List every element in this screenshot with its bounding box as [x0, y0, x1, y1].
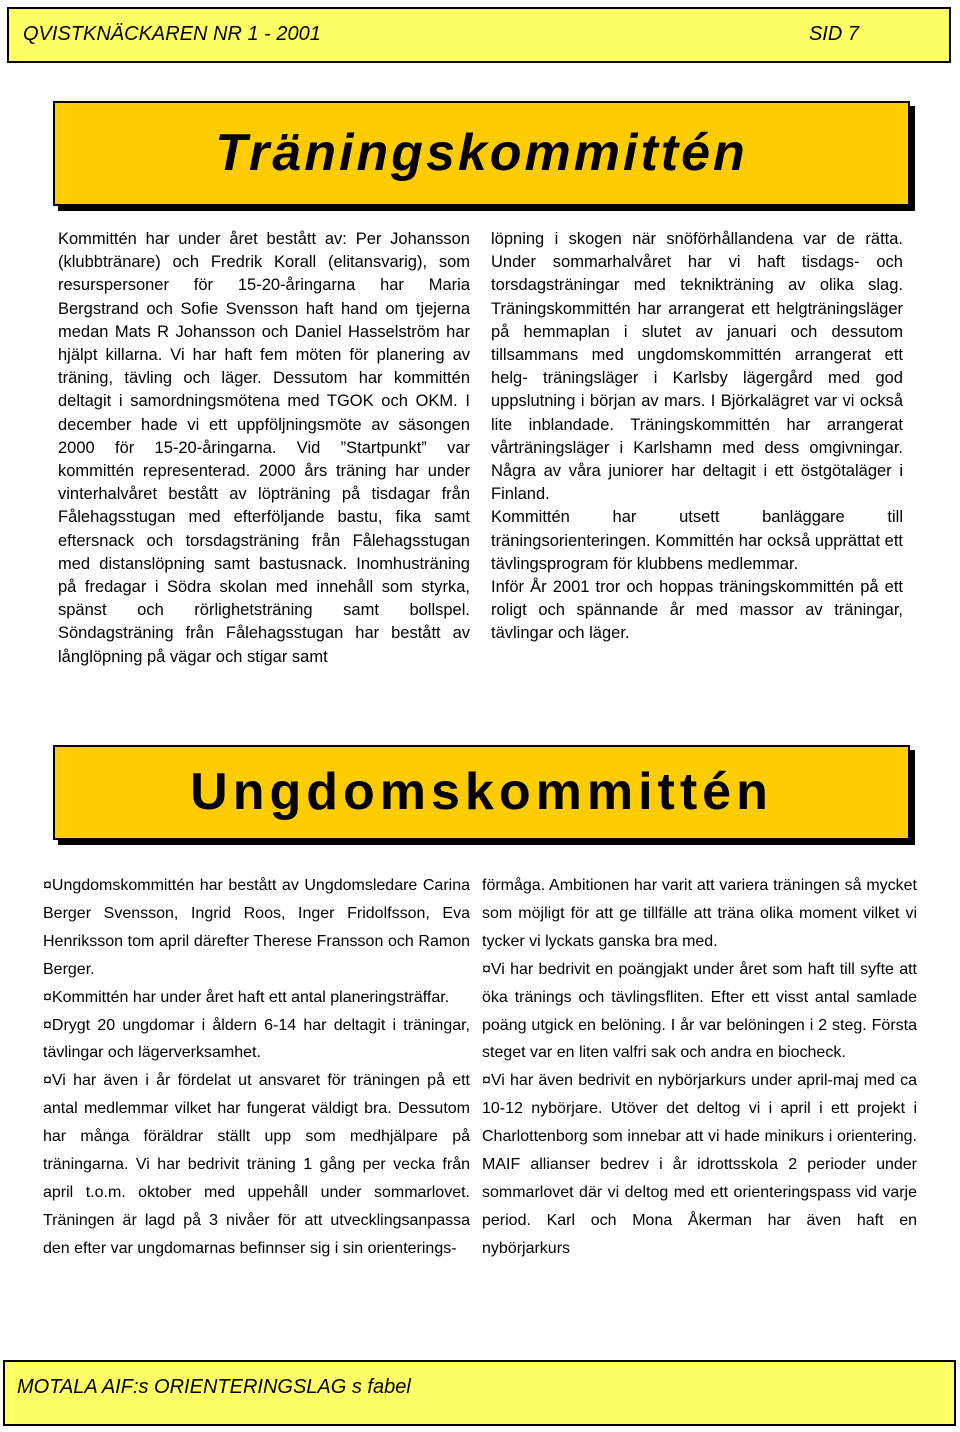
- paragraph: ¤Kommittén har under året haft ett antal planeringsträffar.: [43, 988, 450, 1006]
- paragraph: ¤Vi har även i år fördelat ut ansvaret för träningen på ett antal medlemmar vilket har fungerat väldigt bra. Dessutom har många föräldrar ställt upp som medhjälpare på träningarna. Vi har bedrivit träning 1 gång per vecka från april t.o.m. oktober med uppehåll under sommarlovet. Träningen är lagd på 3 nivåer för att utvecklingsanpassa den efter var ungdomarnas befinnser sig i sin orienterings-: [43, 1072, 470, 1257]
- article-column-left: [58, 228, 470, 669]
- paragraph: Kommittén har utsett banläggare till träningsorienteringen. Kommittén har också upprättat ett tävlingsprogram för klubbens medlemmar.: [491, 508, 903, 573]
- paragraph: Kommittén har under året bestått av: Per Johansson (klubbtränare) och Fredrik Korall (elitansvarig), som resurspersoner för 15-20-åringarna har Maria Bergstrand och Sofie Svensson haft hand om tjejerna medan Mats R Johansson och Daniel Hasselström har hjälpt killarna. Vi har haft fem möten för planering av träning, tävling och läger. Dessutom har kommittén deltagit i samordningsmötena med TGOK och OKM. I december hade vi ett uppföljningsmöte av säsongen 2000 för 15-20-åringarna. Vid ”Startpunkt” var kommittén representerad. 2000 års träning har under vinterhalvåret bestått av löpträning på tisdagar från Fålehagsstugan med efterföljande bastu, fika samt eftersnack och torsdagsträning från Fålehagsstugan med distanslöpning samt bastusnack. Inomhusträning på fredagar i Södra skolan med innehåll som styrka, spänst och rörlighetsträning samt bollspel. Söndagsträning från Fålehagsstugan har bestått av långlöpning på vägar och stigar samt: [58, 230, 470, 666]
- article-column-right: [482, 872, 917, 1263]
- page-header: [7, 7, 951, 63]
- section-banner-traningskommitten: [53, 101, 910, 206]
- paragraph: ¤Drygt 20 ungdomar i åldern 6-14 har deltagit i träningar, tävlingar och lägerverksamhet.: [43, 1016, 470, 1062]
- publication-title: QVISTKNÄCKAREN NR 1 - 2001: [23, 23, 321, 45]
- section-banner-ungdomskommitten: [53, 745, 910, 840]
- paragraph: förmåga. Ambitionen har varit att variera träningen så mycket som möjligt för att ge tillfälle att träna olika moment vilket vi tycker vi lyckats ganska bra med.: [482, 877, 917, 950]
- article-column-right: [491, 228, 903, 646]
- paragraph: Inför År 2001 tror och hoppas träningskommittén på ett roligt och spännande år med massor av träningar, tävlingar och läger.: [491, 578, 903, 643]
- paragraph: ¤Vi har även bedrivit en nybörjarkurs under april-maj med ca 10-12 nybörjare. Utöver det deltog vi i april i ett projekt i Charlottenborg som innebar att vi hade minikurs i orientering. MAIF allianser bedrev i år idrottsskola 2 perioder under sommarlovet där vi deltog med ett orienteringspass vid varje period. Karl och Mona Åkerman har även haft en nybörjarkurs: [482, 1072, 917, 1257]
- paragraph: löpning i skogen när snöförhållandena var de rätta. Under sommarhalvåret har vi haft tisdags- och torsdagsträningar med teknikträning av olika slag. Träningskommittén har arrangerat ett helgträningsläger på hemmaplan i slutet av januari och dessutom tillsammans med ungdomskommittén arrangerat ett helg- träningsläger i Karlsby lägergård med god uppslutning i början av mars. I Björkalägret var vi också lite inblandade. Träningskommittén har arrangerat vårträningsläger i Karlshamn med dess omgivningar. Några av våra juniorer har deltagit i ett östgötaläger i Finland.: [491, 230, 903, 504]
- article-column-left: [43, 872, 470, 1263]
- section-title: Ungdomskommittén: [190, 763, 773, 821]
- section-title: Träningskommittén: [215, 124, 748, 182]
- paragraph: ¤Vi har bedrivit en poängjakt under året som haft till syfte att öka tränings och tävlingsfliten. Efter ett visst antal samlade poäng utgick en belöning. I år var belöningen i 2 steg. Första steget var en liten valfri sak och andra en biocheck.: [482, 960, 917, 1062]
- page-number: SID 7: [808, 23, 859, 45]
- footer-text: MOTALA AIF:s ORIENTERINGSLAG s fabel: [17, 1376, 411, 1398]
- paragraph: ¤Ungdomskommittén har bestått av Ungdomsledare Carina Berger Svensson, Ingrid Roos, Inger Fridolfsson, Eva Henriksson tom april därefter Therese Fransson och Ramon Berger.: [43, 877, 470, 978]
- page-footer: [3, 1360, 956, 1426]
